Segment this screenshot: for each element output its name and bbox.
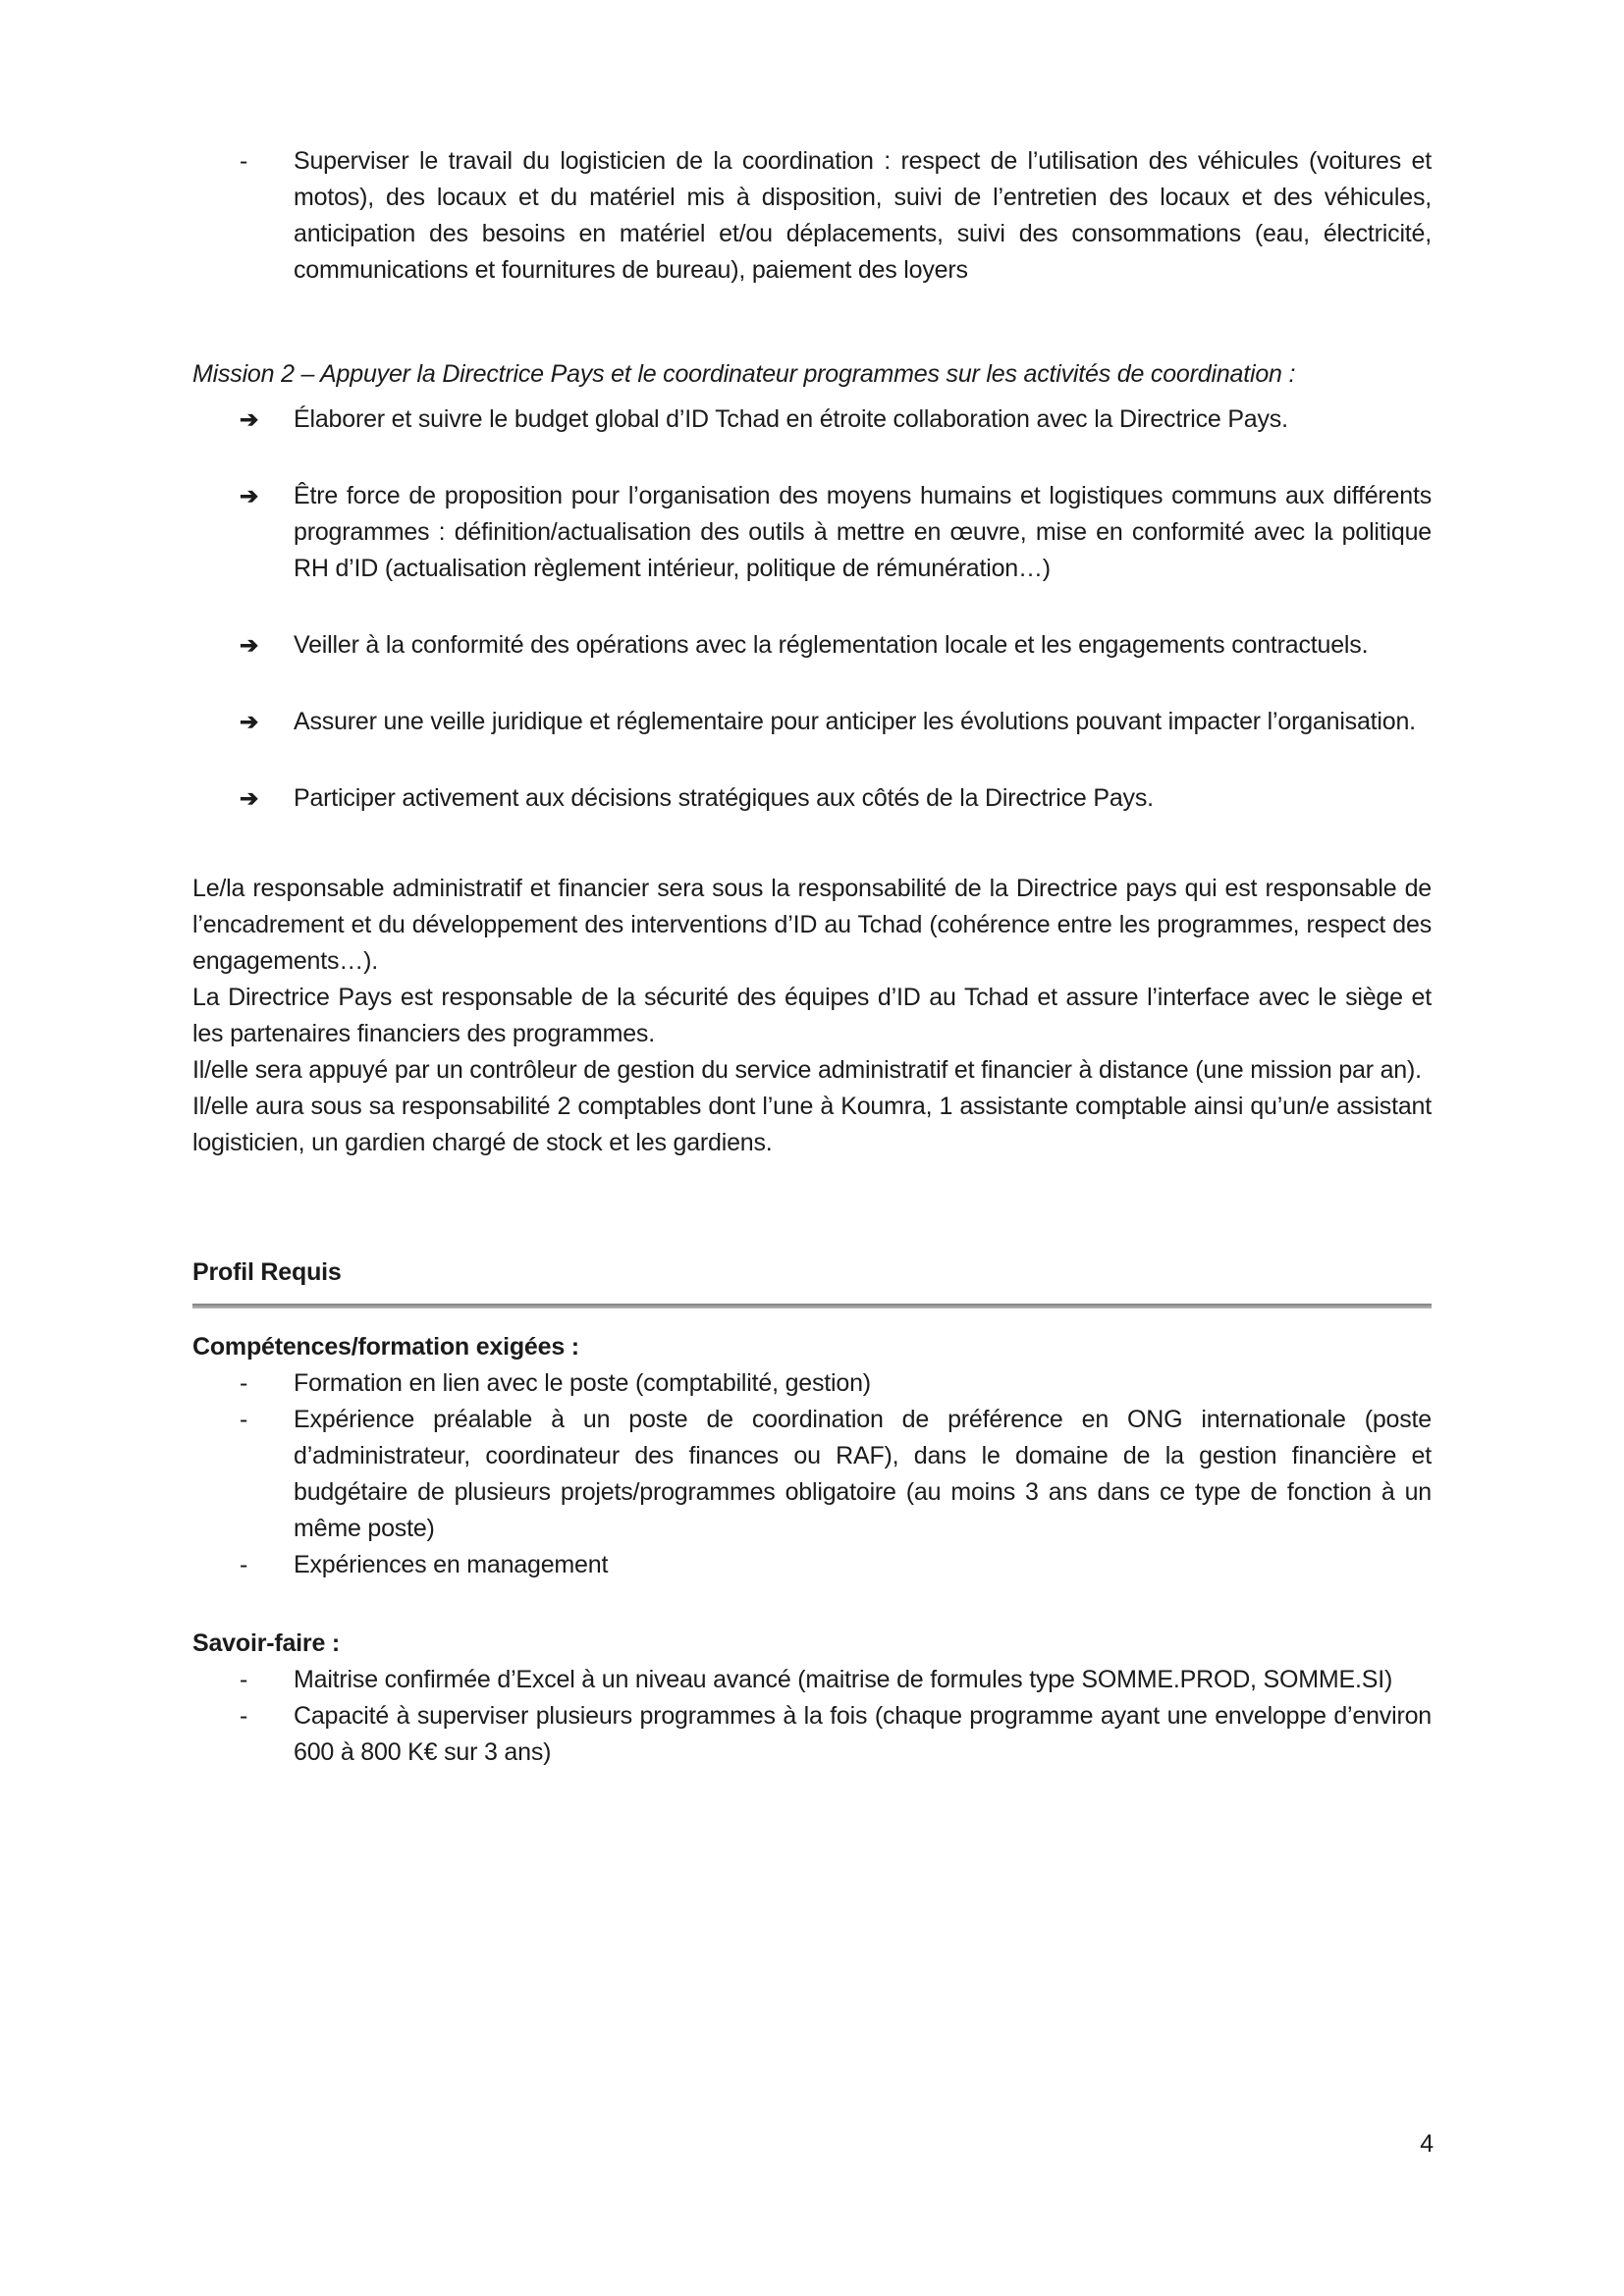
list-item-text: Formation en lien avec le poste (comptabilité, gestion)	[294, 1369, 871, 1397]
list-item-text: Assurer une veille juridique et réglementaire pour anticiper les évolutions pouvant impacter l’organisation.	[294, 708, 1416, 735]
dash-bullet-marker: -	[240, 1666, 248, 1693]
list-item	[192, 1698, 1432, 1771]
list-item	[192, 627, 1432, 664]
savoir-faire-heading: Savoir-faire :	[192, 1629, 341, 1657]
arrow-bullet-icon: ➔	[240, 483, 259, 508]
list-item	[192, 1662, 1432, 1698]
list-item-text: Expériences en management	[294, 1551, 609, 1578]
list-item-text: Expérience préalable à un poste de coordination de préférence en ONG internationale (poste d’administrateur, coordinateur des finances ou RAF), dans le domaine de la gestion financière et budgétaire de plusieurs projets/programmes obligatoire (au moins 3 ans dans ce type de fonction à un même poste)	[294, 1406, 1432, 1542]
list-item	[192, 1402, 1432, 1547]
arrow-bullet-icon: ➔	[240, 406, 259, 432]
list-item-text: Capacité à superviser plusieurs programmes à la fois (chaque programme ayant une enveloppe d’environ 600 à 800 K€ sur 3 ans)	[294, 1702, 1432, 1766]
list-item	[192, 1365, 1432, 1402]
dash-bullet-marker: -	[240, 1551, 248, 1578]
list-item-text: Être force de proposition pour l’organisation des moyens humains et logistiques communs aux différents programmes : définition/actualisation des outils à mettre en œuvre, mise en conformité avec la politique RH d’ID (actualisation règlement intérieur, politique de rémunération…)	[294, 482, 1432, 582]
list-item-text: Élaborer et suivre le budget global d’ID Tchad en étroite collaboration avec la Directrice Pays.	[294, 405, 1288, 433]
mission2-heading: Mission 2 – Appuyer la Directrice Pays et le coordinateur programmes sur les activités de coordination :	[192, 360, 1296, 388]
dash-bullet-marker: -	[240, 1702, 248, 1730]
dash-bullet-marker: -	[240, 1406, 248, 1433]
paragraph: Le/la responsable administratif et financier sera sous la responsabilité de la Directrice pays qui est responsable de l’encadrement et du développement des interventions d’ID au Tchad (cohérence entre les programmes, respect des engagements…).	[192, 875, 1432, 975]
list-item-text: Participer activement aux décisions stratégiques aux côtés de la Directrice Pays.	[294, 784, 1154, 812]
list-item	[192, 143, 1432, 289]
paragraph: Il/elle aura sous sa responsabilité 2 comptables dont l’une à Koumra, 1 assistante comptable ainsi qu’un/e assistant logisticien, un gardien chargé de stock et les gardiens.	[192, 1093, 1432, 1156]
page-content	[192, 143, 1432, 1771]
list-item	[192, 704, 1432, 740]
profil-requis-title: Profil Requis	[192, 1258, 342, 1286]
section-divider	[192, 1304, 1432, 1308]
paragraph: Il/elle sera appuyé par un contrôleur de gestion du service administratif et financier à distance (une mission par an).	[192, 1056, 1422, 1084]
dash-bullet-marker: -	[240, 1369, 248, 1397]
list-item	[192, 780, 1432, 817]
competences-heading: Compétences/formation exigées :	[192, 1333, 579, 1361]
arrow-bullet-icon: ➔	[240, 709, 259, 734]
arrow-bullet-icon: ➔	[240, 785, 259, 811]
list-item-text: Veiller à la conformité des opérations avec la réglementation locale et les engagements contractuels.	[294, 631, 1369, 659]
page-number: 4	[1420, 2130, 1434, 2158]
list-item	[192, 478, 1432, 587]
paragraph: La Directrice Pays est responsable de la sécurité des équipes d’ID au Tchad et assure l’interface avec le siège et les partenaires financiers des programmes.	[192, 984, 1432, 1047]
list-item-text: Superviser le travail du logisticien de la coordination : respect de l’utilisation des véhicules (voitures et motos), des locaux et du matériel mis à disposition, suivi de l’entretien des locaux et des véhicules, anticipation des besoins en matériel et/ou déplacements, suivi des consommations (eau, électricité, communications et fournitures de bureau), paiement des loyers	[294, 147, 1432, 284]
arrow-bullet-icon: ➔	[240, 632, 259, 658]
list-item	[192, 1547, 1432, 1583]
body-paragraphs	[192, 871, 1432, 1161]
dash-bullet-marker: -	[240, 147, 248, 175]
list-item	[192, 401, 1432, 438]
list-item-text: Maitrise confirmée d’Excel à un niveau avancé (maitrise de formules type SOMME.PROD, SOMME.SI)	[294, 1666, 1393, 1693]
